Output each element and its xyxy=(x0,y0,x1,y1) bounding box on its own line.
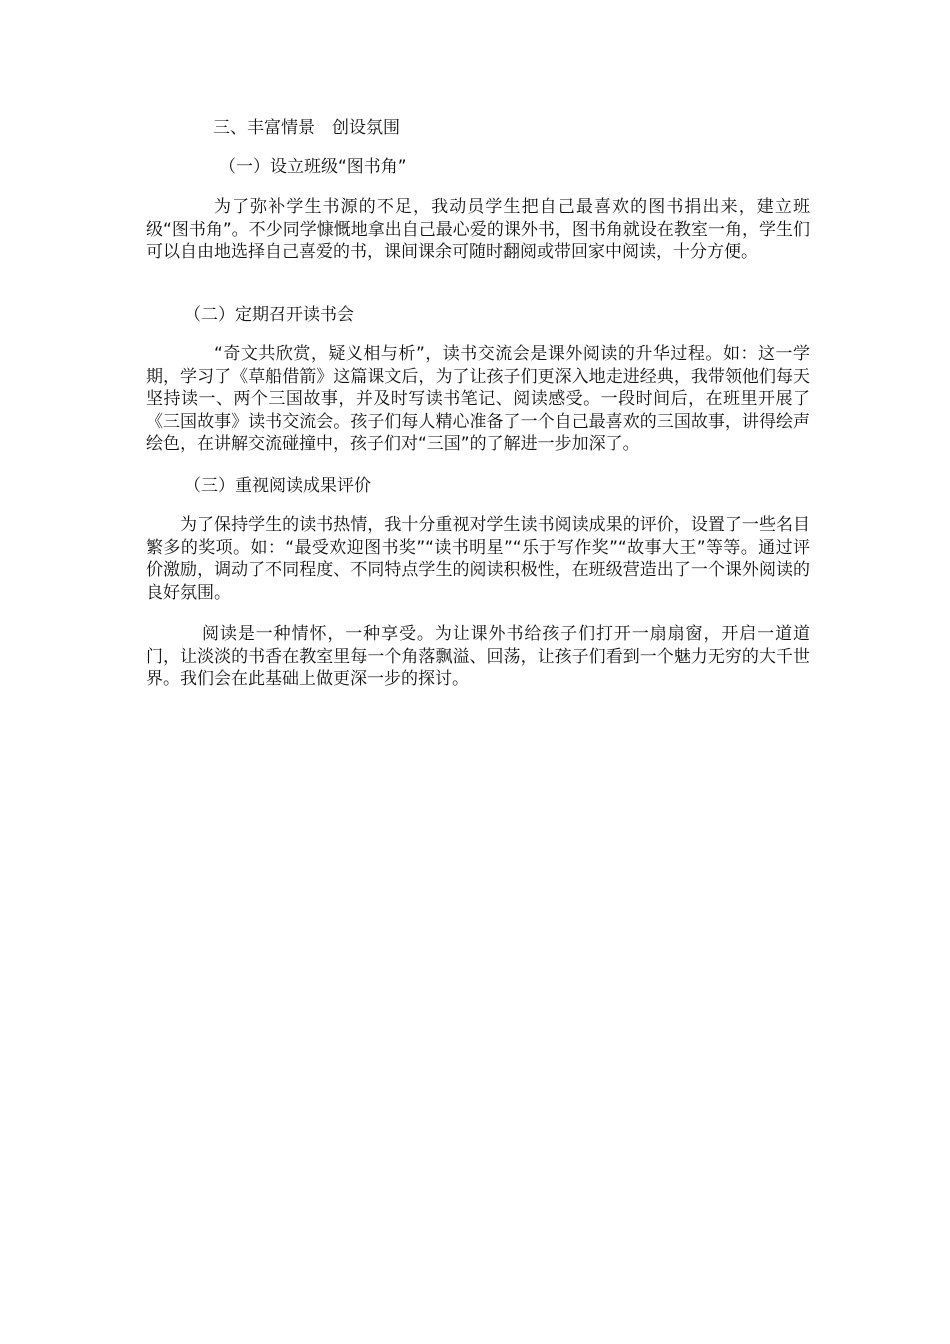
subsection-title-reading-club: （二）定期召开读书会 xyxy=(184,305,354,325)
paragraph-book-corner: 为了弥补学生书源的不足，我动员学生把自己最喜欢的图书捐出来，建立班级“图书角”。不少同学慷慨地拿出自己最心爱的课外书，图书角就设在教室一角，学生们可以自由地选择自己喜爱的书，课间课余可随时翻阅或带回家中阅读，十分方便。 xyxy=(146,197,810,262)
subsection-title-book-corner: （一）设立班级“图书角” xyxy=(219,157,407,177)
section-heading: 三、丰富情景 创设氛围 xyxy=(213,118,400,138)
subsection-title-evaluation: （三）重视阅读成果评价 xyxy=(184,476,371,496)
paragraph-reading-club: “奇文共欣赏，疑义相与析”，读书交流会是课外阅读的升华过程。如：这一学期，学习了《草船借箭》这篇课文后，为了让孩子们更深入地走进经典，我带领他们每天坚持读一、两个三国故事，并及时写读书笔记、阅读感受。一段时间后，在班里开展了《三国故事》读书交流会。孩子们每人精心准备了一个自己最喜欢的三国故事，讲得绘声绘色，在讲解交流碰撞中，孩子们对“三国”的了解进一步加深了。 xyxy=(146,344,810,454)
paragraph-closing: 阅读是一种情怀，一种享受。为让课外书给孩子们打开一扇扇窗，开启一道道门，让淡淡的书香在教室里每一个角落飘溢、回荡，让孩子们看到一个魅力无穷的大千世界。我们会在此基础上做更深一步的探讨。 xyxy=(146,624,810,689)
paragraph-evaluation: 为了保持学生的读书热情，我十分重视对学生读书阅读成果的评价，设置了一些名目繁多的奖项。如：“最受欢迎图书奖”“读书明星”“乐于写作奖”“故事大王”等等。通过评价激励，调动了不同程度、不同特点学生的阅读积极性，在班级营造出了一个课外阅读的良好氛围。 xyxy=(146,515,810,603)
